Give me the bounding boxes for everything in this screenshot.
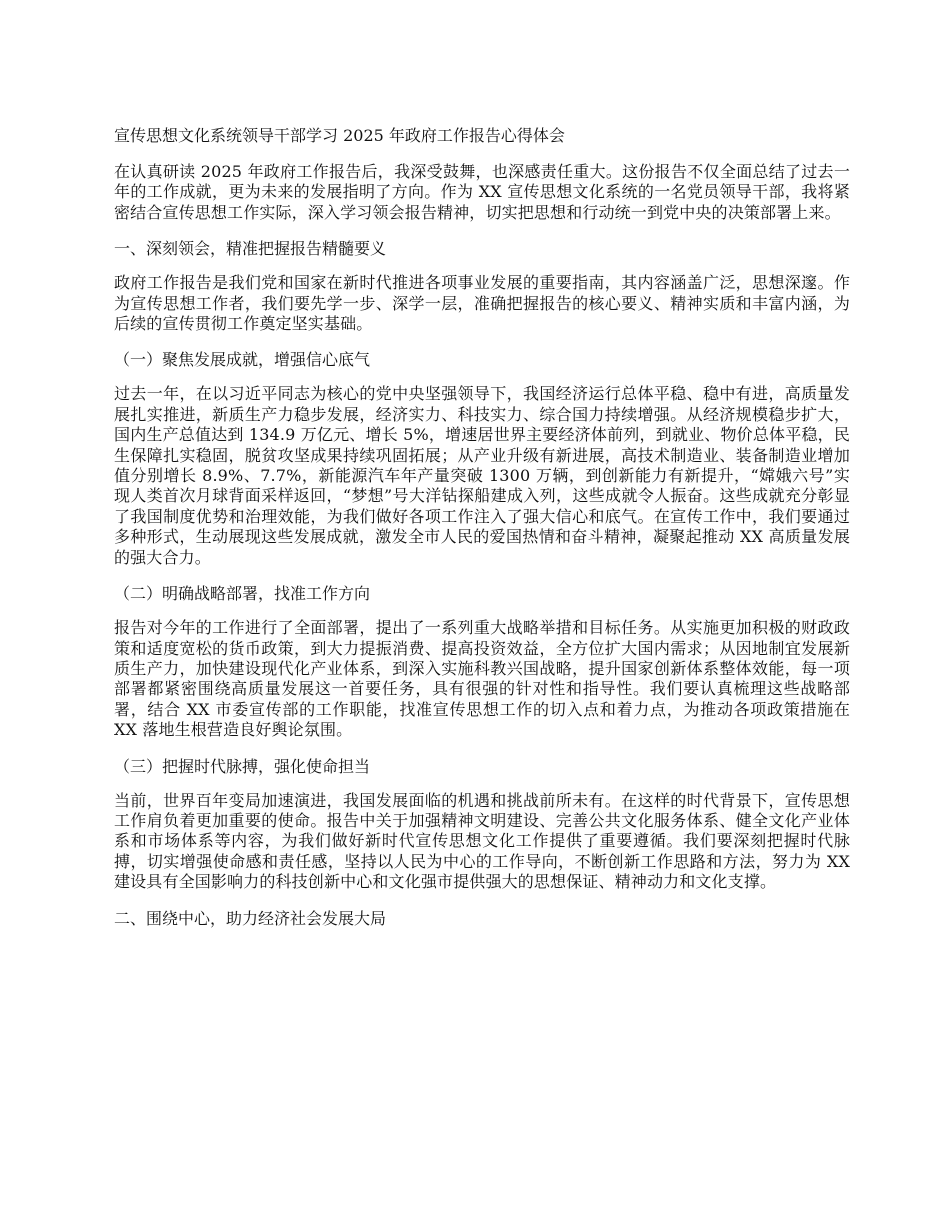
subsection-1-1-paragraph: 过去一年，在以习近平同志为核心的党中央坚强领导下，我国经济运行总体平稳、稳中有进，高质量发展扎实推进，新质生产力稳步发展，经济实力、科技实力、综合国力持续增强。从经济规模稳步扩大，国内生产总值达到 134.9 万亿元、增长 5%，增速居世界主要经济体前列，到就业、物价总体平稳，民生保障扎实稳固，脱贫攻坚成果持续巩固拓展；从产业升级有新进展，高技术制造业、装备制造业增加值分别增长 8.9%、7.7%，新能源汽车年产量突破 1300 万辆，到创新能力有新提升，“嫦娥六号”实现人类首次月球背面采样返回，“梦想”号大洋钻探船建成入列，这些成就令人振奋。这些成就充分彰显了我国制度优势和治理效能，为我们做好各项工作注入了强大信心和底气。在宣传工作中，我们要通过多种形式，生动展现这些发展成就，激发全市人民的爱国热情和奋斗精神，凝聚起推动 XX 高质量发展的强大合力。 (114, 384, 850, 567)
section-1-paragraph: 政府工作报告是我们党和国家在新时代推进各项事业发展的重要指南，其内容涵盖广泛，思想深邃。作为宣传思想工作者，我们要先学一步、深学一层，准确把握报告的核心要义、精神实质和丰富内涵，为后续的宣传贯彻工作奠定坚实基础。 (114, 273, 850, 334)
section-heading-2: 二、围绕中心，助力经济社会发展大局 (114, 908, 387, 928)
subsection-1-3-paragraph: 当前，世界百年变局加速演进，我国发展面临的机遇和挑战前所未有。在这样的时代背景下，宣传思想工作肩负着更加重要的使命。报告中关于加强精神文明建设、完善公共文化服务体系、健全文化产业体系和市场体系等内容，为我们做好新时代宣传思想文化工作提供了重要遵循。我们要深刻把握时代脉搏，切实增强使命感和责任感，坚持以人民为中心的工作导向，不断创新工作思路和方法，努力为 XX 建设具有全国影响力的科技创新中心和文化强市提供强大的思想保证、精神动力和文化支撑。 (114, 790, 850, 892)
subsection-1-2-paragraph: 报告对今年的工作进行了全面部署，提出了一系列重大战略举措和目标任务。从实施更加积极的财政政策和适度宽松的货币政策，到大力提振消费、提高投资效益，全方位扩大国内需求；从因地制宜发展新质生产力，加快建设现代化产业体系，到深入实施科教兴国战略，提升国家创新体系整体效能，每一项部署都紧密围绕高质量发展这一首要任务，具有很强的针对性和指导性。我们要认真梳理这些战略部署，结合 XX 市委宣传部的工作职能，找准宣传思想工作的切入点和着力点，为推动各项政策措施在 XX 落地生根营造良好舆论氛围。 (114, 618, 850, 740)
intro-paragraph: 在认真研读 2025 年政府工作报告后，我深受鼓舞，也深感责任重大。这份报告不仅全面总结了过去一年的工作成就，更为未来的发展指明了方向。作为 XX 宣传思想文化系统的一名党员领导干部，我将紧密结合宣传思想工作实际，深入学习领会报告精神，切实把思想和行动统一到党中央的决策部署上来。 (114, 162, 850, 222)
subsection-heading-1-3: （三）把握时代脉搏，强化使命担当 (114, 756, 371, 776)
subsection-heading-1-2: （二）明确战略部署，找准工作方向 (114, 584, 371, 604)
document-title: 宣传思想文化系统领导干部学习 2025 年政府工作报告心得体会 (114, 126, 565, 145)
document-page (114, 123, 850, 943)
section-heading-1: 一、深刻领会，精准把握报告精髓要义 (114, 239, 387, 259)
subsection-heading-1-1: （一）聚焦发展成就，增强信心底气 (114, 350, 371, 370)
